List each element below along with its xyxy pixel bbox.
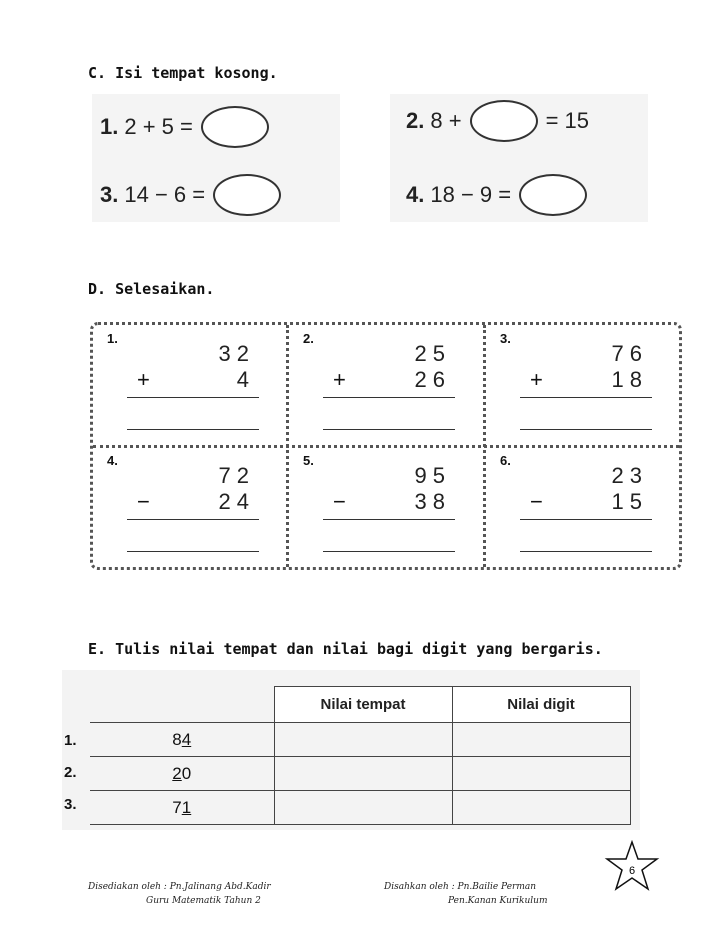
answer-cell-place[interactable]	[274, 757, 452, 791]
answer-oval[interactable]	[470, 100, 538, 142]
answer-cell-digit[interactable]	[452, 791, 630, 825]
col-header-place: Nilai tempat	[274, 687, 452, 723]
answer-line[interactable]	[323, 551, 455, 552]
answer-line[interactable]	[127, 397, 259, 398]
section-d-grid	[90, 322, 682, 570]
table-row: 20	[90, 757, 630, 791]
section-c-heading: C. Isi tempat kosong.	[88, 64, 278, 82]
row-number: 1.	[64, 732, 77, 749]
d-question-3: 3. 76 + 18	[486, 325, 682, 447]
d-question-5: 5. 95 − 38	[289, 447, 485, 569]
table-row: 84	[90, 723, 630, 757]
footer-prepared-role: Guru Matematik Tahun 2	[146, 896, 261, 906]
place-value-table	[90, 686, 631, 825]
c-question-4: 4. 18 − 9 =	[406, 174, 595, 216]
answer-line[interactable]	[520, 397, 652, 398]
answer-line[interactable]	[323, 519, 455, 520]
page-number-star-icon	[604, 840, 660, 892]
footer-prepared-by: Disediakan oleh : Pn.Jalinang Abd.Kadir	[88, 882, 271, 892]
col-header-digit: Nilai digit	[452, 687, 630, 723]
section-d-heading: D. Selesaikan.	[88, 280, 215, 298]
d-question-1: 1. 32 + 4	[93, 325, 289, 447]
answer-oval[interactable]	[213, 174, 281, 216]
page-number: 6	[628, 865, 636, 877]
answer-oval[interactable]	[201, 106, 269, 148]
c-question-2: 2. 8 + = 15	[406, 100, 589, 142]
c-question-3: 3. 14 − 6 =	[100, 174, 289, 216]
table-row: 71	[90, 791, 630, 825]
d-question-2: 2. 25 + 26	[289, 325, 485, 447]
answer-cell-digit[interactable]	[452, 757, 630, 791]
row-number: 3.	[64, 796, 77, 813]
footer-approved-role: Pen.Kanan Kurikulum	[448, 896, 548, 906]
answer-line[interactable]	[520, 519, 652, 520]
answer-line[interactable]	[520, 551, 652, 552]
footer-approved-by: Disahkan oleh : Pn.Bailie Perman	[384, 882, 537, 892]
d-question-6: 6. 23 − 15	[486, 447, 682, 569]
section-e-heading: E. Tulis nilai tempat dan nilai bagi digit yang bergaris.	[88, 640, 603, 658]
d-question-4: 4. 72 − 24	[93, 447, 289, 569]
answer-cell-digit[interactable]	[452, 723, 630, 757]
answer-line[interactable]	[520, 429, 652, 430]
answer-cell-place[interactable]	[274, 723, 452, 757]
answer-line[interactable]	[323, 429, 455, 430]
answer-line[interactable]	[323, 397, 455, 398]
answer-oval[interactable]	[519, 174, 587, 216]
answer-line[interactable]	[127, 551, 259, 552]
c-question-1: 1. 2 + 5 =	[100, 106, 277, 148]
answer-line[interactable]	[127, 519, 259, 520]
answer-cell-place[interactable]	[274, 791, 452, 825]
answer-line[interactable]	[127, 429, 259, 430]
row-number: 2.	[64, 764, 77, 781]
